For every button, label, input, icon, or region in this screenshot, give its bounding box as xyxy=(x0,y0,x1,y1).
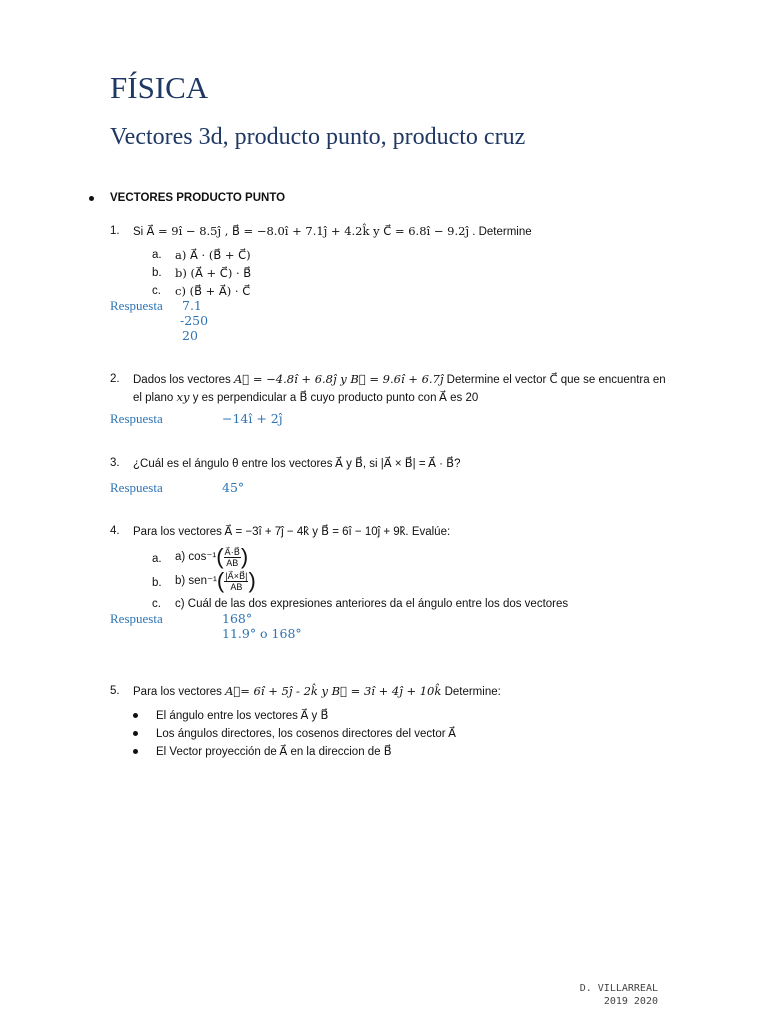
q1-item-c-letter: c. xyxy=(152,285,161,297)
q2-line2-pre: el plano xyxy=(133,392,174,404)
q4-item-b-letter: b. xyxy=(152,577,162,589)
q4-number: 4. xyxy=(110,525,120,537)
q5-math: A⃗= 6î + 5ĵ - 2k̂ y B⃗ = 3î + 4ĵ + 10k̂ xyxy=(225,684,442,698)
q5-bullet-2-text: Los ángulos directores, los cosenos directores del vector A⃗ xyxy=(156,728,456,740)
q1-answer-3: 20 xyxy=(182,328,198,343)
q5-bullet-3-text: El Vector proyección de A⃗ en la direccion de B⃗ xyxy=(156,746,392,758)
q2-pre: Dados los vectores xyxy=(133,374,231,386)
q4-item-b-denominator: AB xyxy=(230,581,243,592)
q1-answer-label: Respuesta xyxy=(110,298,163,313)
q4-item-a-pre: a) cos⁻¹ xyxy=(175,551,217,564)
q5-post: Determine: xyxy=(444,686,501,698)
signature-name: D. VILLARREAL xyxy=(579,983,658,994)
author-signature xyxy=(580,982,658,1008)
q4-item-b-numerator: |A⃗×B⃗| xyxy=(225,570,248,581)
q5-number: 5. xyxy=(110,685,120,697)
q4-item-b-fraction xyxy=(224,571,248,592)
q4-item-b xyxy=(175,567,256,595)
q1-line xyxy=(133,224,532,238)
q4-item-a-letter: a. xyxy=(152,553,162,565)
q4-item-b-close-paren: ) xyxy=(248,568,256,593)
q4-answer-label: Respuesta xyxy=(110,611,163,626)
q4-item-c-letter: c. xyxy=(152,598,161,610)
q2-line-1 xyxy=(133,372,666,386)
q5-line xyxy=(133,684,501,698)
section-bullet xyxy=(89,196,94,201)
q3-text: ¿Cuál es el ángulo θ entre los vectores A⃗ y B⃗, si |A⃗ × B⃗| = A⃗ · B⃗? xyxy=(133,458,461,470)
q5-pre: Para los vectores xyxy=(133,686,222,698)
q1-item-c: c) (B⃗ + A⃗) · C⃗ xyxy=(175,284,251,298)
q2-line2-post: y es perpendicular a B⃗ cuyo producto punto con A⃗ es 20 xyxy=(192,392,479,404)
q5-bullet-1 xyxy=(133,713,138,718)
q2-line-2 xyxy=(133,390,478,404)
q3-number: 3. xyxy=(110,457,120,469)
q4-text: Para los vectores A⃗ = −3î + 7ĵ − 4k̂ y B⃗ = 6î − 10ĵ + 9k̂. Evalúe: xyxy=(133,526,451,538)
q4-item-a-fraction xyxy=(224,547,241,568)
q4-item-b-open-paren: ( xyxy=(216,568,225,593)
q4-item-c: c) Cuál de las dos expresiones anteriores da el ángulo entre los dos vectores xyxy=(175,598,569,610)
q1-item-a: a) A⃗ · (B⃗ + C⃗) xyxy=(175,248,251,262)
q2-number: 2. xyxy=(110,373,120,385)
q1-item-b: b) (A⃗ + C⃗) · B⃗ xyxy=(175,266,252,280)
q1-math: A⃗ = 9î − 8.5ĵ , B⃗ = −8.0î + 7.1ĵ + 4.2k̂ y C⃗ = 6.8î − 9.2ĵ xyxy=(146,224,470,238)
q5-bullet-1-text: El ángulo entre los vectores A⃗ y B⃗ xyxy=(156,710,329,722)
q4-answer-1: 168° xyxy=(222,611,253,626)
q4-item-b-pre: b) sen⁻¹ xyxy=(175,575,217,588)
q1-answer-2: -250 xyxy=(180,313,209,328)
q1-post: . Determine xyxy=(472,226,532,238)
signature-years: 2019 2020 xyxy=(603,996,658,1007)
q1-number: 1. xyxy=(110,225,120,237)
q2-line2-math: xy xyxy=(176,390,190,404)
section-heading: VECTORES PRODUCTO PUNTO xyxy=(110,192,286,204)
q1-item-b-letter: b. xyxy=(152,267,162,279)
q4-answer-2: 11.9° o 168° xyxy=(222,626,302,641)
q4-item-a-open-paren: ( xyxy=(216,544,224,569)
q1-pre: Si xyxy=(133,226,144,238)
page-title: FÍSICA xyxy=(110,70,209,105)
q4-item-a-denominator: AB xyxy=(226,557,239,568)
q5-bullet-2 xyxy=(133,731,138,736)
q2-answer: −14î + 2ĵ xyxy=(222,411,283,426)
page-subtitle: Vectores 3d, producto punto, producto cruz xyxy=(110,124,526,150)
q5-bullet-3 xyxy=(133,749,138,754)
q1-item-a-letter: a. xyxy=(152,249,162,261)
q3-answer: 45° xyxy=(222,480,245,495)
q2-answer-label: Respuesta xyxy=(110,411,163,426)
q4-item-a-close-paren: ) xyxy=(240,544,249,569)
q4-item-a-numerator: A⃗·B⃗ xyxy=(224,546,240,557)
q3-answer-label: Respuesta xyxy=(110,480,163,495)
q2-mid: Determine el vector C⃗ que se encuentra en xyxy=(446,374,666,386)
q1-answer-1: 7.1 xyxy=(182,298,202,313)
q2-math: A⃗ = −4.8î + 6.8ĵ y B⃗ = 9.6î + 6.7ĵ xyxy=(234,372,444,386)
